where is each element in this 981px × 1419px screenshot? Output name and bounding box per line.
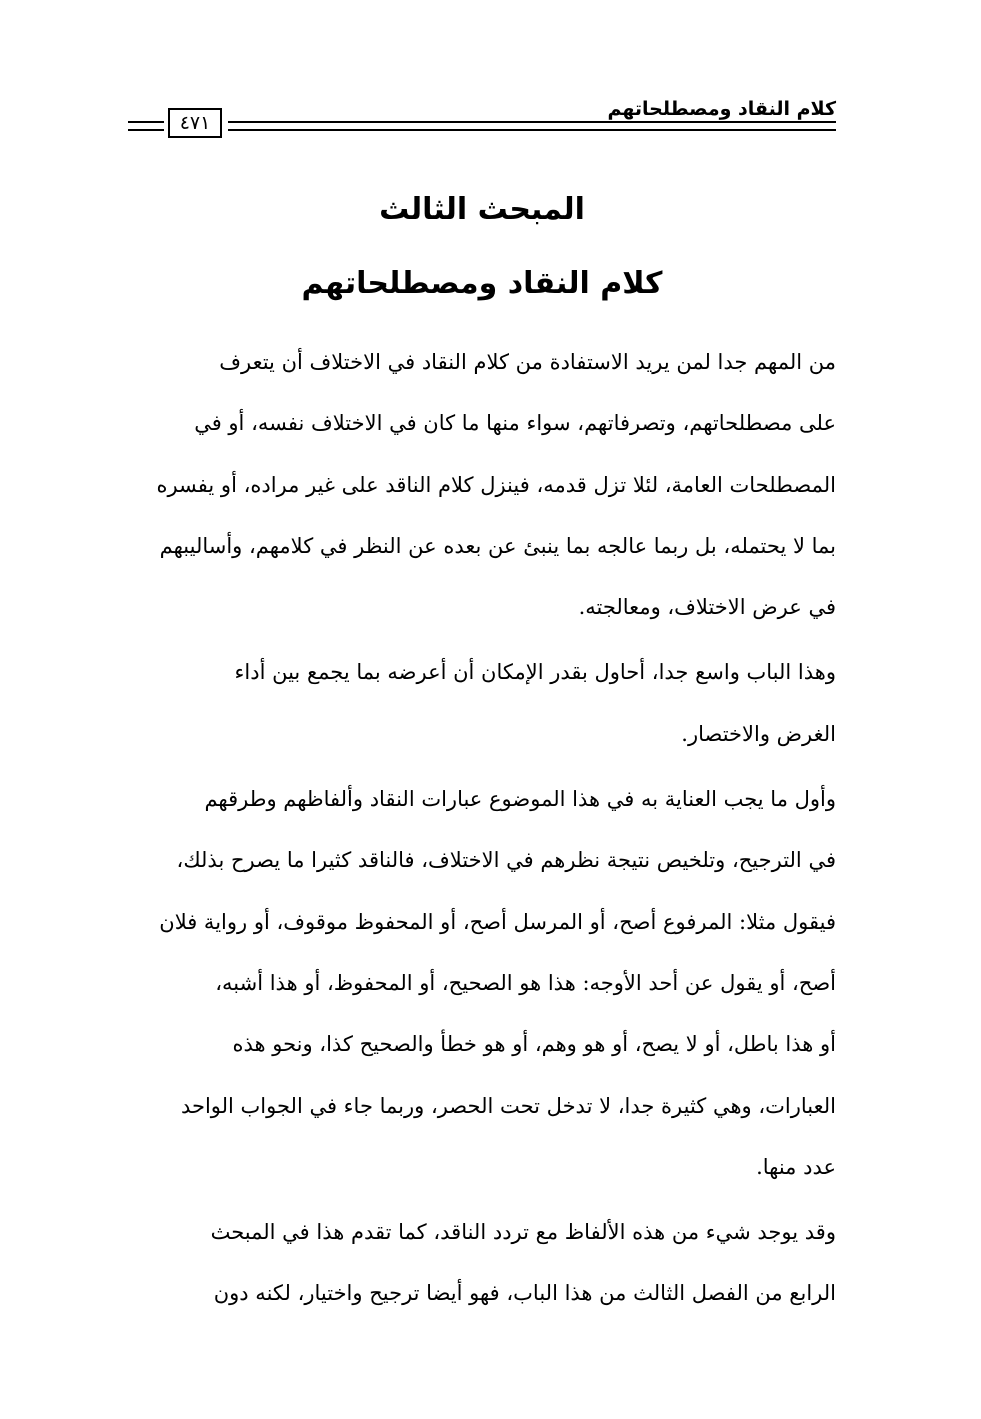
paragraph-3 <box>118 769 836 1198</box>
page-number: ٤٧١ <box>168 108 222 138</box>
text-line: العبارات، وهي كثيرة جدا، لا تدخل تحت الحصر، وربما جاء في الجواب الواحد <box>180 1093 836 1118</box>
body-text <box>118 332 836 1325</box>
text-line: من المهم جدا لمن يريد الاستفادة من كلام النقاد في الاختلاف أن يتعرف <box>219 350 836 374</box>
text-line: في عرض الاختلاف، ومعالجته. <box>578 595 836 620</box>
text-line: فيقول مثلا: المرفوع أصح، أو المرسل أصح، أو المحفوظ موقوف، أو رواية فلان <box>159 909 836 934</box>
text-line: وقد يوجد شيء من هذه الألفاظ مع تردد الناقد، كما تقدم هذا في المبحث <box>210 1220 836 1245</box>
text-line: بما لا يحتمله، بل ربما عالجه بما ينبئ عن بعده عن النظر في كلامهم، وأساليبهم <box>159 533 836 558</box>
header-rule-left <box>128 121 164 131</box>
text-line: في الترجيح، وتلخيص نتيجة نظرهم في الاختلاف، فالناقد كثيرا ما يصرح بذلك، <box>176 848 836 873</box>
text-line: وهذا الباب واسع جدا، أحاول بقدر الإمكان أن أعرضه بما يجمع بين أداء <box>234 660 836 685</box>
text-line: أصح، أو يقول عن أحد الأوجه: هذا هو الصحيح، أو المحفوظ، أو هذا أشبه، <box>215 970 836 995</box>
text-line: عدد منها. <box>756 1154 836 1179</box>
header-rule-right <box>228 121 836 131</box>
section-heading: المبحث الثالث <box>379 192 585 227</box>
paragraph-4 <box>118 1202 836 1325</box>
text-line: على مصطلحاتهم، وتصرفاتهم، سواء منها ما كان في الاختلاف نفسه، أو في <box>194 411 836 436</box>
section-title: كلام النقاد ومصطلحاتهم <box>301 266 663 301</box>
running-header <box>128 96 836 144</box>
text-line: وأول ما يجب العناية به في هذا الموضوع عبارات النقاد وألفاظهم وطرقهم <box>204 787 836 812</box>
text-line: الرابع من الفصل الثالث من هذا الباب، فهو أيضا ترجيح واختيار، لكنه دون <box>213 1281 836 1306</box>
text-line: المصطلحات العامة، لئلا تزل قدمه، فينزل كلام الناقد على غير مراده، أو يفسره <box>156 472 836 497</box>
running-header-title: كلام النقاد ومصطلحاتهم <box>607 98 836 120</box>
text-line: الغرض والاختصار. <box>681 721 836 746</box>
paragraph-1 <box>118 332 836 638</box>
paragraph-2 <box>118 642 836 765</box>
text-line: أو هذا باطل، أو لا يصح، أو هو وهم، أو هو خطأ والصحيح كذا، ونحو هذه <box>232 1032 836 1057</box>
